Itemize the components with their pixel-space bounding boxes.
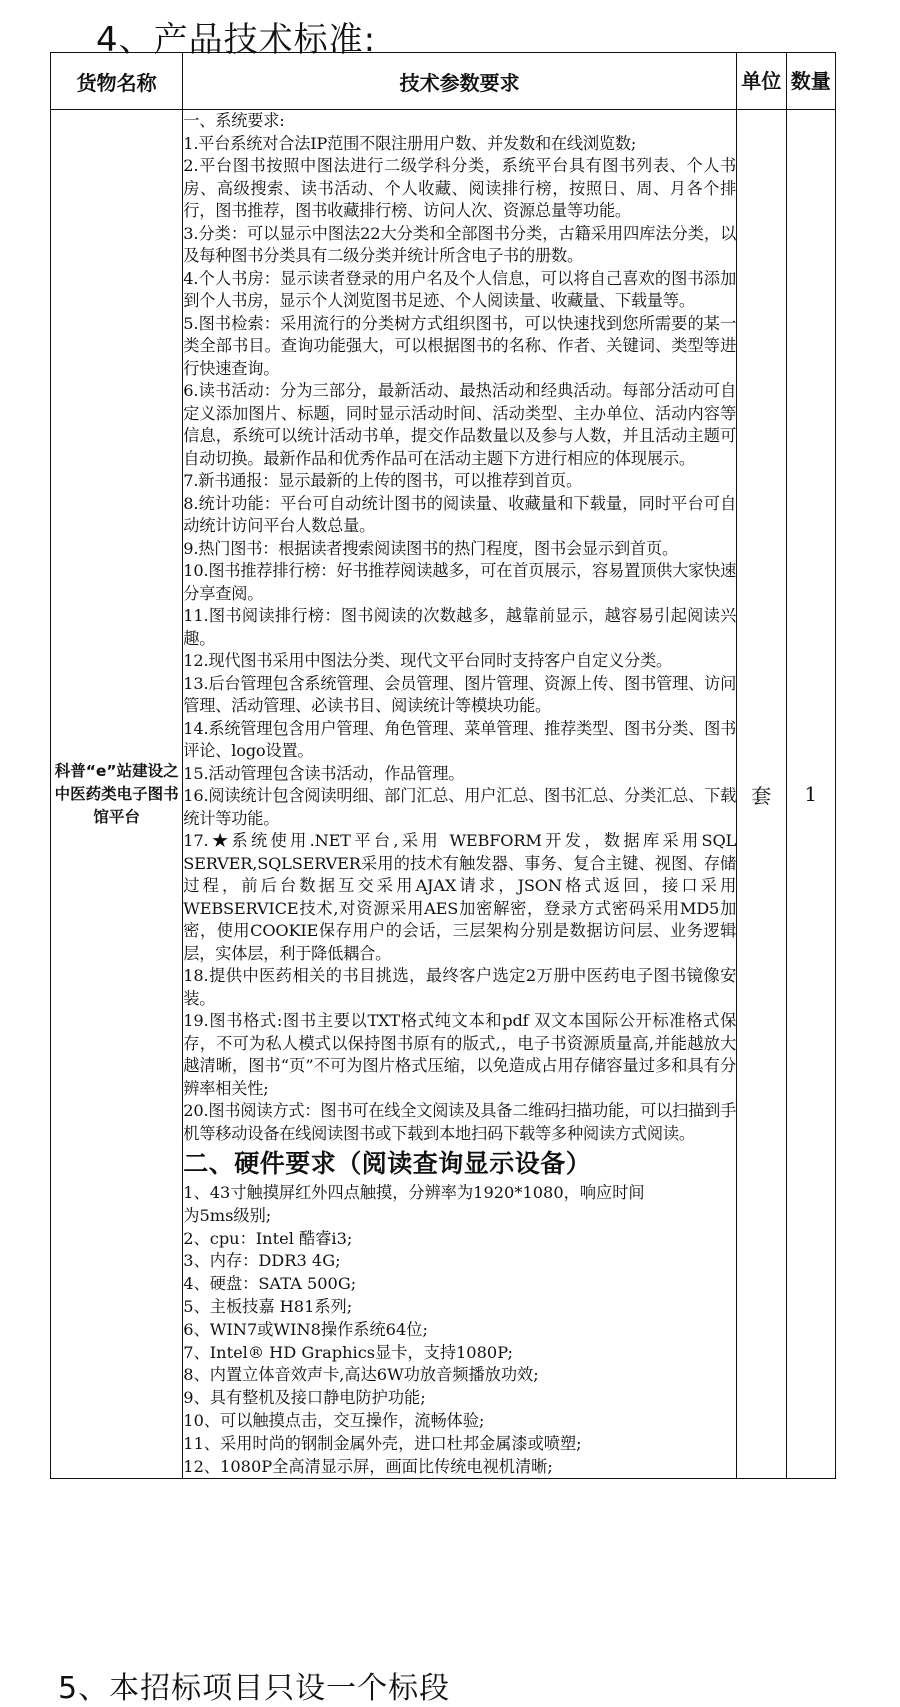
list-item: 10.图书推荐排行榜：好书推荐阅读越多，可在首页展示，容易置顶供大家快速分享查阅。: [183, 561, 737, 603]
goods-name-cell: 科普“e”站建设之中医药类电子图书馆平台: [51, 110, 183, 1479]
list-item: 9、具有整机及接口静电防护功能;: [183, 1388, 426, 1408]
spec-table: [50, 52, 836, 1479]
list-item: 6、WIN7或WIN8操作系统64位;: [183, 1319, 428, 1339]
list-item: 12、1080P全高清显示屏，画面比传统电视机清晰;: [183, 1456, 553, 1476]
list-item: 12.现代图书采用中图法分类、现代文平台同时支持客户自定义分类。: [183, 651, 673, 670]
section-title: 4、产品技术标准:: [96, 20, 377, 60]
next-section-title: 5、本招标项目只设一个标段: [58, 1671, 451, 1706]
hardware-heading: 二、硬件要求（阅读查询显示设备）: [183, 1149, 592, 1178]
list-item: 1、43寸触摸屏红外四点触摸，分辨率为1920*1080，响应时间: [183, 1183, 645, 1202]
list-item: 9.热门图书：根据读者搜索阅读图书的热门程度，图书会显示到首页。: [183, 538, 678, 558]
header-quantity: 数量: [786, 53, 835, 110]
list-item: 8、内置立体音效声卡,高达6W功放音频播放功效;: [183, 1365, 539, 1385]
list-item: 2.平台图书按照中图法进行二级学科分类，系统平台具有图书列表、个人书房、高级搜索、读书活动、个人收藏、阅读排行榜，按照日、周、月各个排行，图书推荐，图书收藏排行榜、访问人次、资源总量等功能。: [183, 156, 737, 220]
list-item: 2、cpu：Intel 酷睿i3;: [183, 1228, 353, 1248]
list-item: 4、硬盘：SATA 500G;: [183, 1274, 357, 1294]
system-heading: 一、系统要求:: [183, 111, 285, 130]
list-item: 7.新书通报：显示最新的上传的图书，可以推荐到首页。: [183, 471, 583, 490]
list-item: 11、采用时尚的钢制金属外壳，进口杜邦金属漆或喷塑;: [183, 1433, 582, 1453]
list-item: 4.个人书房：显示读者登录的用户名及个人信息，可以将自己喜欢的图书添加到个人书房，显示个人浏览图书足迹、个人阅读量、收藏量、下载量等。: [183, 268, 737, 310]
list-item: 为5ms级别;: [183, 1205, 272, 1225]
list-item: 7、Intel® HD Graphics显卡，支持1080P;: [183, 1342, 513, 1362]
header-goods-name: 货物名称: [51, 53, 183, 110]
list-item: 8.统计功能：平台可自动统计图书的阅读量、收藏量和下载量，同时平台可自动统计访问平台人数总量。: [183, 493, 737, 535]
table-row: [51, 110, 836, 1479]
list-item: 3.分类：可以显示中图法22大分类和全部图书分类，古籍采用四库法分类，以及每种图书分类具有二级分类并统计所含电子书的册数。: [183, 223, 737, 265]
list-item: 18.提供中医药相关的书目挑选，最终客户选定2万册中医药电子图书镜像安装。: [183, 966, 737, 1008]
list-item: 11.图书阅读排行榜：图书阅读的次数越多，越靠前显示，越容易引起阅读兴趣。: [183, 606, 737, 648]
list-item: 5.图书检索：采用流行的分类树方式组织图书，可以快速找到您所需要的某一类全部书目。查询功能强大，可以根据图书的名称、作者、关键词、类型等进行快速查询。: [183, 313, 737, 378]
list-item: 1.平台系统对合法IP范围不限注册用户数、并发数和在线浏览数;: [183, 133, 637, 153]
list-item: 13.后台管理包含系统管理、会员管理、图片管理、资源上传、图书管理、访问管理、活动管理、必读书目、阅读统计等模块功能。: [183, 673, 737, 715]
table-header-row: [51, 53, 836, 110]
quantity-cell: 1: [786, 110, 835, 1479]
list-item: 5、主板技嘉 H81系列;: [183, 1296, 353, 1316]
list-item: 6.读书活动：分为三部分，最新活动、最热活动和经典活动。每部分活动可自定义添加图片、标题，同时显示活动时间、活动类型、主办单位、活动内容等信息，系统可以统计活动书单，提交作品数量以及参与人数，并且活动主题可自动切换。最新作品和优秀作品可在活动主题下方进行相应的体现展示。: [183, 381, 737, 468]
list-item: 17.★系统使用.NET平台,采用 WEBFORM开发，数据库采用SQL SERVER,SQLSERVER采用的技术有触发器、事务、复合主键、视图、存储过程，前后台数据互交采用AJAX请求，JSON格式返回，接口采用WEBSERVICE技术,对资源采用AES加密解密，登录方式密码采用MD5加密，使用COOKIE保存用户的会话，三层架构分别是数据访问层、业务逻辑层，实体层，利于降低耦合。: [183, 831, 737, 963]
header-tech-params: 技术参数要求: [183, 53, 737, 110]
header-unit: 单位: [737, 53, 786, 110]
hardware-requirements-list: [183, 1182, 736, 1478]
tech-params-cell: [183, 110, 737, 1479]
list-item: 19.图书格式:图书主要以TXT格式纯文本和pdf 双文本国际公开标准格式保存，不可为私人模式以保持图书原有的版式,，电子书资源质量高,并能越放大越清晰，图书“页”不可为图片格式压缩，以免造成占用存储容量过多和具有分辨率相关性;: [183, 1011, 737, 1098]
list-item: 15.活动管理包含读书活动，作品管理。: [183, 763, 465, 783]
system-requirements-list: [183, 133, 736, 1146]
list-item: 20.图书阅读方式：图书可在线全文阅读及具备二维码扫描功能，可以扫描到手机等移动设备在线阅读图书或下载到本地扫码下载等多种阅读方式阅读。: [183, 1101, 737, 1143]
list-item: 10、可以触摸点击，交互操作，流畅体验;: [183, 1410, 485, 1430]
list-item: 16.阅读统计包含阅读明细、部门汇总、用户汇总、图书汇总、分类汇总、下载统计等功能。: [183, 786, 737, 828]
unit-cell: 套: [737, 110, 786, 1479]
list-item: 14.系统管理包含用户管理、角色管理、菜单管理、推荐类型、图书分类、图书评论、logo设置。: [183, 718, 737, 760]
list-item: 3、内存：DDR3 4G;: [183, 1251, 341, 1271]
